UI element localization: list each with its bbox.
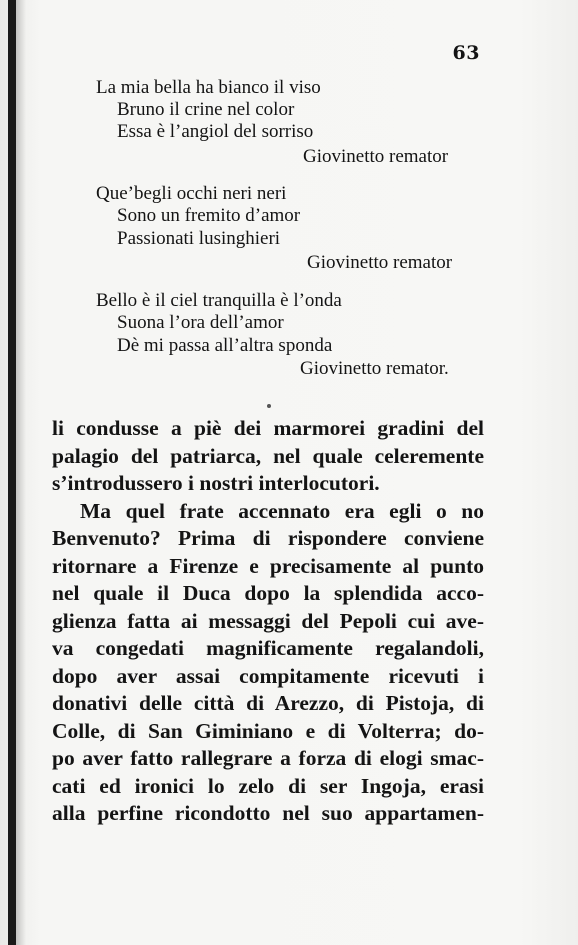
prose-line: va congedati magnificamente regalandoli,	[52, 636, 484, 660]
prose-line: Benvenuto? Prima di rispondere conviene	[52, 526, 484, 550]
ink-speck	[267, 404, 271, 408]
prose-line: donativi delle città di Arezzo, di Pistoja, di	[52, 691, 484, 715]
page-number: 63	[452, 42, 480, 64]
verse-line: La mia bella ha bianco il viso	[96, 77, 321, 98]
verse-line: Que’begli occhi neri neri	[96, 183, 287, 204]
prose-line: li condusse a piè dei marmorei gradini del	[52, 416, 484, 440]
prose-line: po aver fatto rallegrare a forza di elogi smac-	[52, 746, 484, 770]
verse-refrain: Giovinetto remator	[303, 146, 449, 167]
verse-refrain: Giovinetto remator.	[300, 358, 449, 379]
prose-line: Colle, di San Giminiano e di Volterra; do-	[52, 718, 484, 743]
spine-shadow	[16, 0, 26, 945]
prose-line: Ma quel frate accennato era egli o no	[80, 498, 484, 523]
verse-line: Suona l’ora dell’amor	[117, 312, 284, 333]
prose-line: glienza fatta ai messaggi del Pepoli cui ave-	[52, 608, 484, 633]
verse-line: Sono un fremito d’amor	[117, 205, 301, 226]
prose-line: nel quale il Duca dopo la splendida acco-	[52, 581, 484, 605]
prose-line: alla perfine ricondotto nel suo appartamen-	[52, 801, 484, 825]
book-spine-edge	[8, 0, 16, 945]
prose-line: cati ed ironici lo zelo di ser Ingoja, erasi	[52, 773, 484, 798]
prose-line: palagio del patriarca, nel quale celeremente	[52, 443, 484, 468]
verse-line: Passionati lusinghieri	[117, 228, 281, 249]
prose-line: s’introdussero i nostri interlocutori.	[52, 471, 380, 495]
prose-body	[52, 415, 484, 828]
verse-line: Bello è il ciel tranquilla è l’onda	[96, 290, 342, 311]
verse-line: Essa è l’angiol del sorriso	[117, 121, 314, 142]
prose-line: ritornare a Firenze e precisamente al punto	[52, 553, 484, 578]
verse-refrain: Giovinetto remator	[307, 252, 453, 273]
verse-line: Bruno il crine nel color	[117, 99, 295, 120]
prose-line: dopo aver assai compitamente ricevuti i	[52, 663, 484, 688]
verse-line: Dè mi passa all’altra sponda	[117, 335, 333, 356]
